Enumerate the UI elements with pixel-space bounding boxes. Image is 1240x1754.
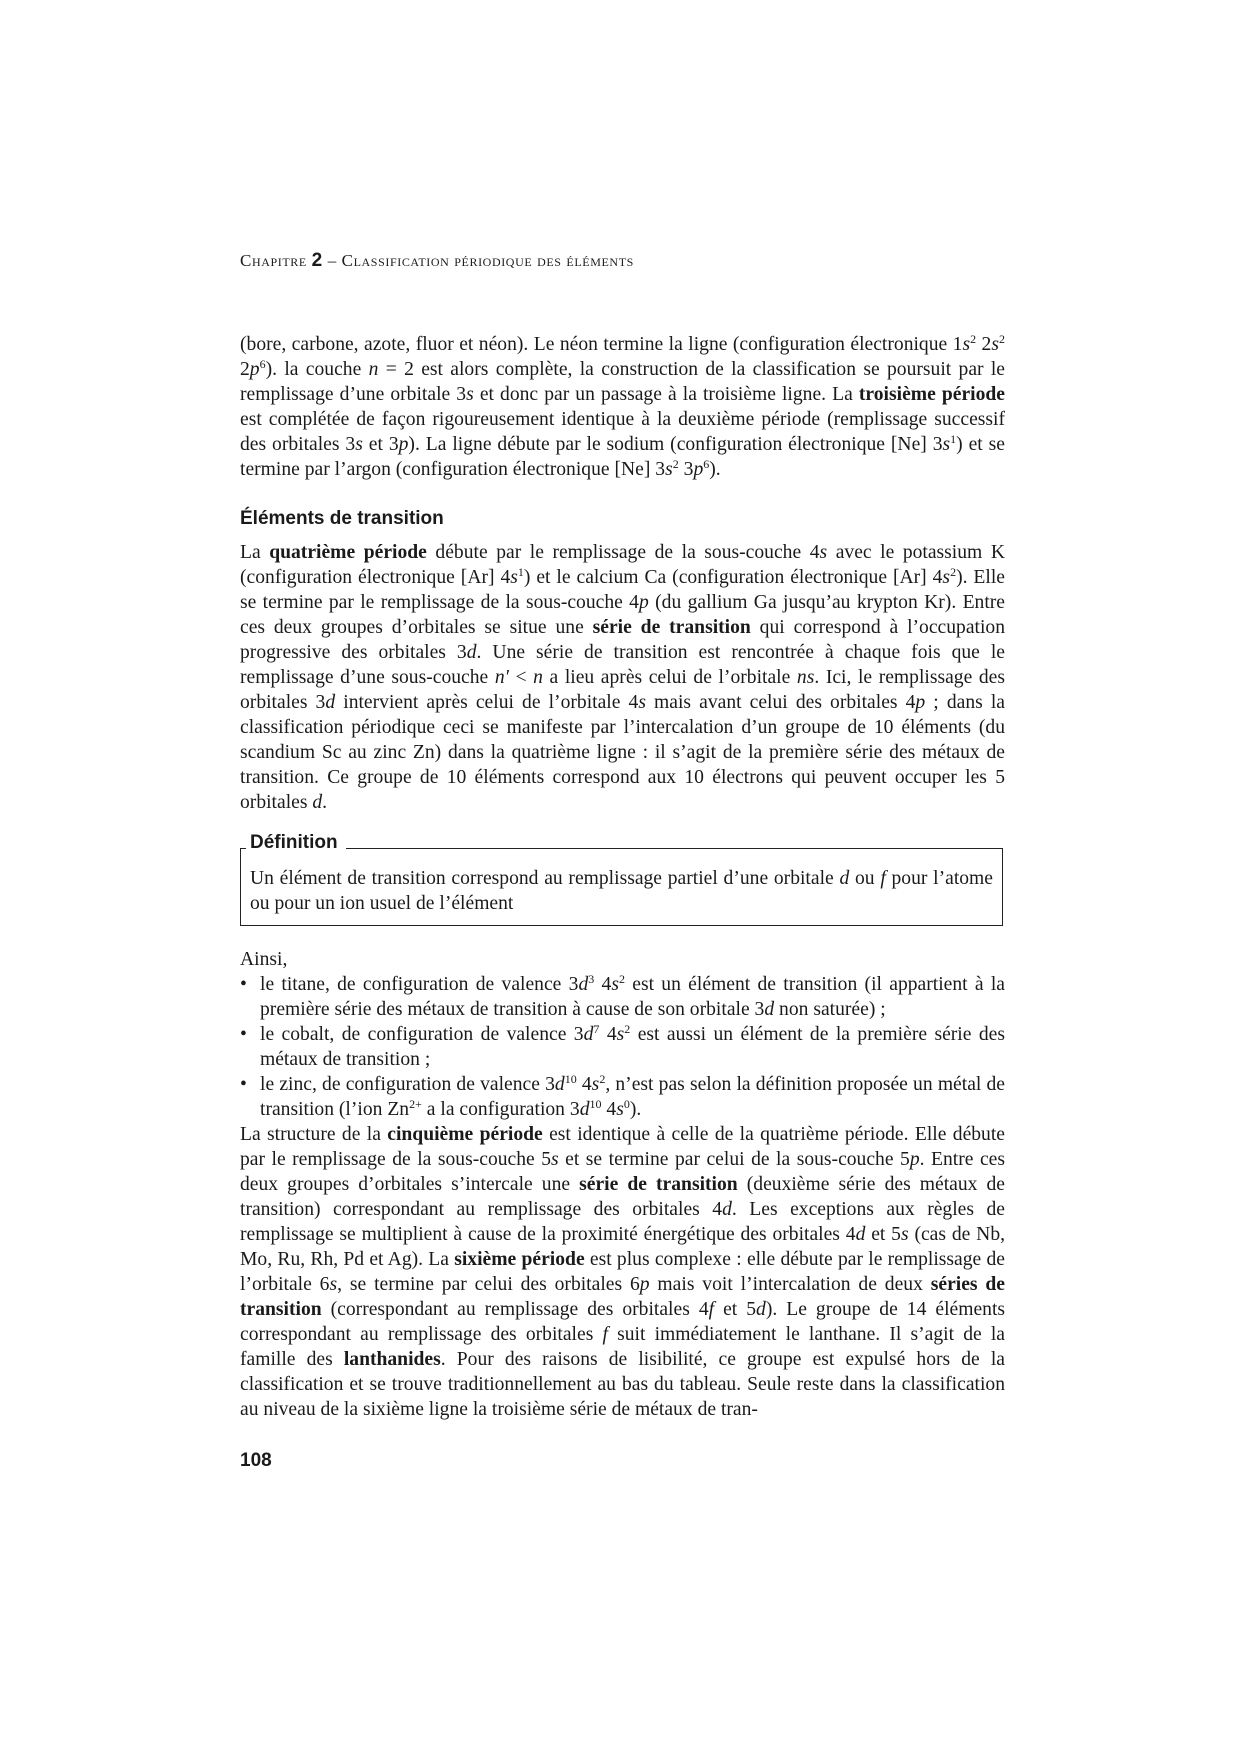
bullet-icon: • <box>240 1074 247 1095</box>
chapter-word: Chapitre <box>240 251 307 270</box>
paragraph-fifth-sixth-period: La structure de la cinquième période est identique à celle de la quatrième période. Elle débute par le remplissage de la sous-couche 5s et se termine par celui de la sous-couche 5p. Entre ces deux groupes d’orbitales s’intercale une série de transition (deuxième série des métaux de transition) correspondant au remplissage des orbitales 4d. Les exceptions aux règles de remplissage se multiplient à cause de la proximité énergétique des orbitales 4d et 5s (cas de Nb, Mo, Ru, Rh, Pd et Ag). La sixième période est plus complexe : elle débute par le remplissage de l’orbitale 6s, se termine par celui des orbitales 6p mais voit l’intercalation de deux séries de transition (correspondant au remplissage des orbitales 4f et 5d). Le groupe de 14 éléments correspondant au remplissage des orbitales f suit immédiatement le lanthane. Il s’agit de la famille des lanthanides. Pour des raisons de lisibilité, ce groupe est expulsé hors de la classification et se trouve traditionnellement au bas du tableau. Seule reste dans la classification au niveau de la sixième ligne la troisième série de métaux de tran- <box>240 1124 1006 1420</box>
examples-intro: Ainsi, <box>240 949 288 970</box>
chapter-title: Classification périodique des éléments <box>341 251 634 270</box>
list-item: • le cobalt, de configuration de valence $3d^7$ $4s^2$ est aussi un élément de la première série des métaux de transition ; <box>240 1022 1005 1070</box>
page-number: 108 <box>240 1450 272 1471</box>
paragraph-examples <box>240 947 1005 1422</box>
examples-list <box>240 972 1005 1122</box>
chapter-number: 2 <box>311 250 323 271</box>
definition-text: Un élément de transition correspond au remplissage partiel d’une orbitale d ou f pour l’atome ou pour un ion usuel de l’élément <box>250 868 993 914</box>
header-separator: – <box>327 251 337 270</box>
list-item: • le zinc, de configuration de valence $3d^{10}$ $4s^2$, n’est pas selon la définition proposée un métal de transition (l’ion $Zn^{2+}$ a la configuration $3d^{10}$ $4s^0$). <box>240 1072 1006 1120</box>
section-heading: Éléments de transition <box>240 508 444 529</box>
list-item: • le titane, de configuration de valence $3d^3$ $4s^2$ est un élément de transition (il appartient à la première série des métaux de transition à cause de son orbitale 3d non saturée) ; <box>240 972 1005 1020</box>
definition-title: Définition <box>246 832 346 854</box>
running-header <box>240 250 634 272</box>
paragraph-third-period: (bore, carbone, azote, fluor et néon). Le néon termine la ligne (configuration électronique $1s^2$ $2s^2$ $2p^6$). la couche n = 2 est alors complète, la construction de la classification se poursuit par le remplissage d’une orbitale 3s et donc par un passage à la troisième ligne. La troisième période est complétée de façon rigoureusement identique à la deuxième période (remplissage successif des orbitales 3s et 3p). La ligne débute par le sodium (configuration électronique [Ne] $3s^1$) et se termine par l’argon (configuration électronique [Ne] $3s^2$ $3p^6$). <box>240 332 1006 480</box>
bullet-icon: • <box>240 1024 247 1045</box>
paragraph-fourth-period: La quatrième période débute par le remplissage de la sous-couche 4s avec le potassium K (configuration électronique [Ar] $4s^1$) et le calcium Ca (configuration électronique [Ar] $4s^2$). Elle se termine par le remplissage de la sous-couche 4p (du gallium Ga jusqu’au krypton Kr). Entre ces deux groupes d’orbitales se situe une série de transition qui correspond à l’occupation progressive des orbitales 3d. Une série de transition est rencontrée à chaque fois que le remplissage d’une sous-couche n′ < n a lieu après celui de l’orbitale ns. Ici, le remplissage des orbitales 3d intervient après celui de l’orbitale 4s mais avant celui des orbitales 4p ; dans la classification périodique ceci se manifeste par l’intercalation d’un groupe de 10 éléments (du scandium Sc au zinc Zn) dans la quatrième ligne : il s’agit de la première série des métaux de transition. Ce groupe de 10 éléments correspond aux 10 électrons qui peuvent occuper les 5 orbitales d. <box>240 542 1006 813</box>
bullet-icon: • <box>240 974 247 995</box>
